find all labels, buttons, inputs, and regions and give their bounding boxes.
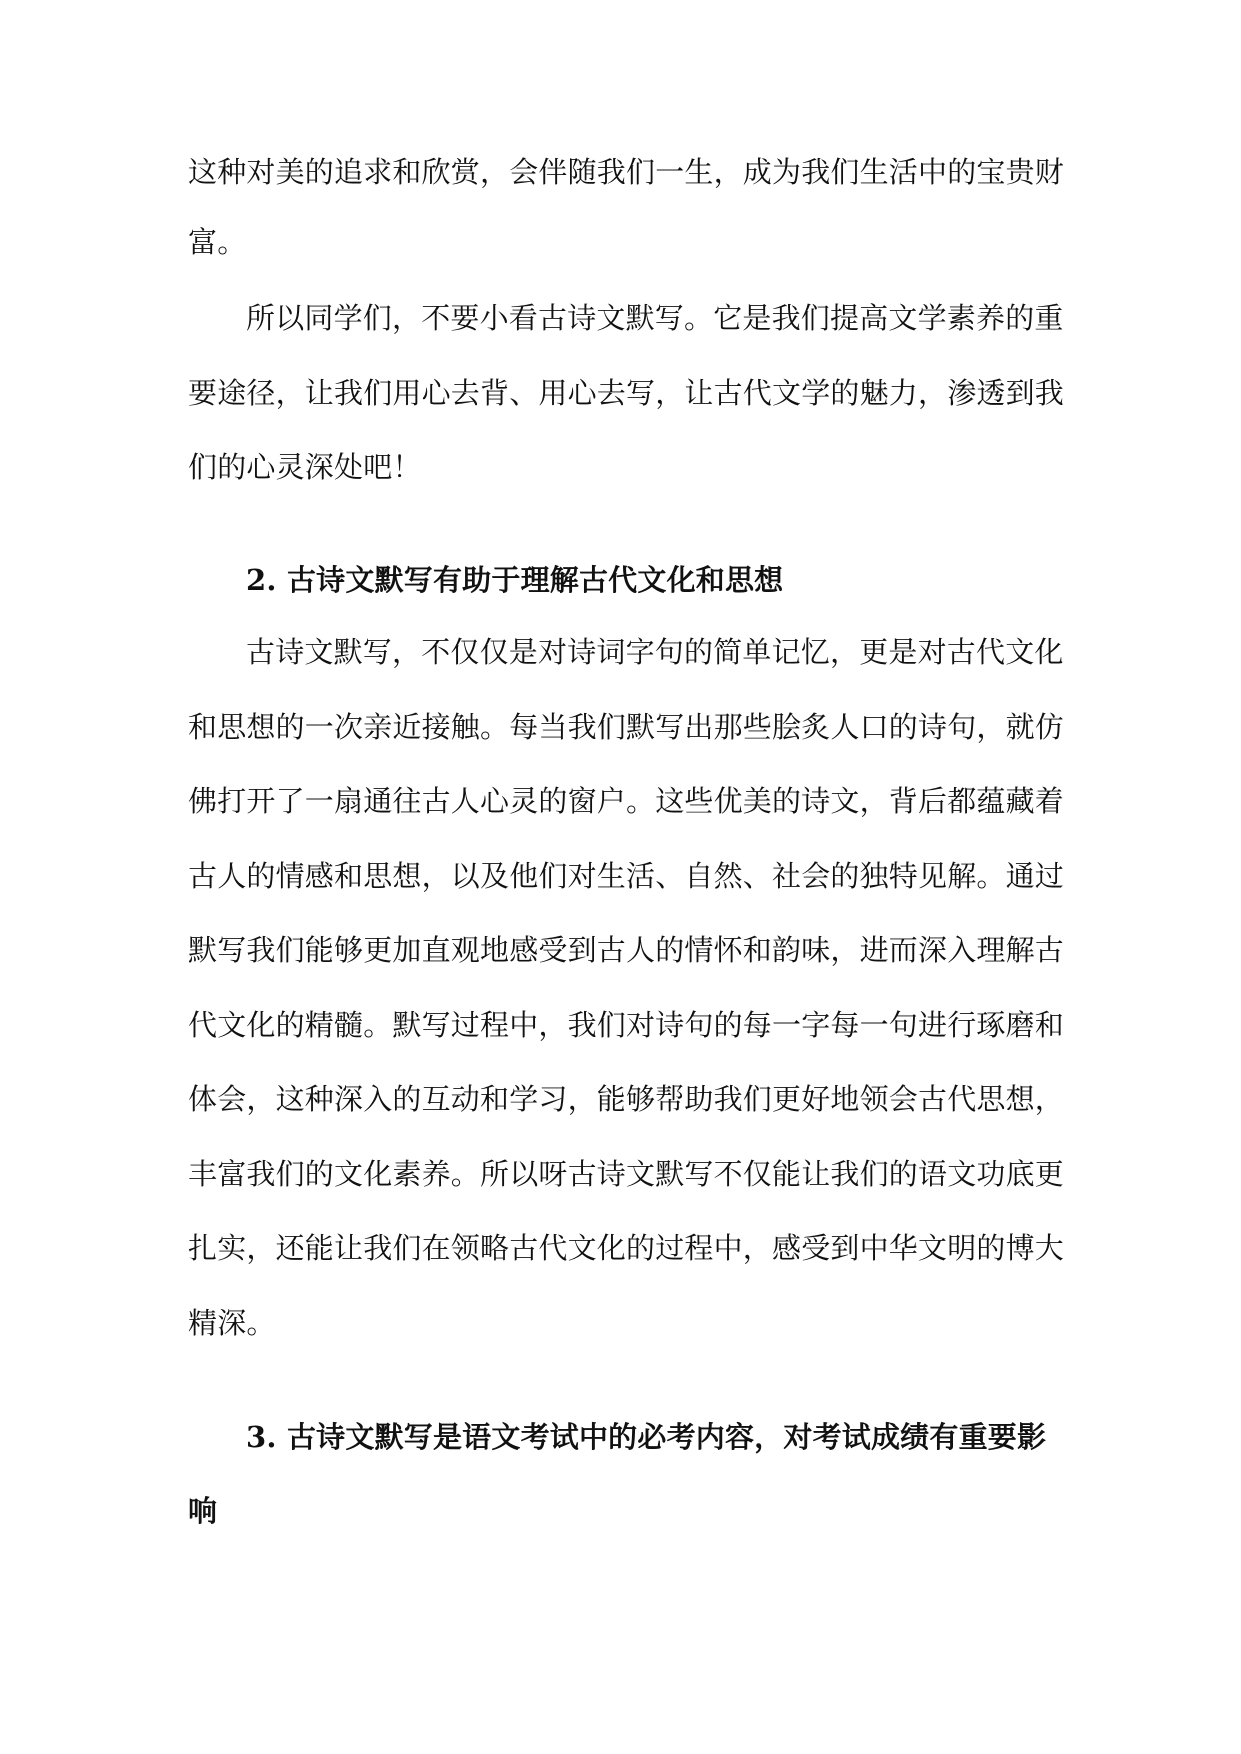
section-heading-2: 2. 古诗文默写有助于理解古代文化和思想 <box>246 563 784 597</box>
paragraph-line: 代文化的精髓。默写过程中，我们对诗句的每一字每一句进行琢磨和 <box>188 1008 1065 1042</box>
heading-line: 响 <box>188 1494 218 1528</box>
paragraph-line: 要途径，让我们用心去背、用心去写，让古代文学的魅力，渗透到我 <box>188 376 1065 410</box>
paragraph-line: 们的心灵深处吧！ <box>188 450 422 484</box>
paragraph-line: 默写我们能够更加直观地感受到古人的情怀和韵味，进而深入理解古 <box>188 933 1065 967</box>
paragraph-line: 古人的情感和思想，以及他们对生活、自然、社会的独特见解。通过 <box>188 859 1065 893</box>
paragraph-line: 富。 <box>188 225 247 259</box>
paragraph-line: 古诗文默写，不仅仅是对诗词字句的简单记忆，更是对古代文化 <box>246 635 1064 669</box>
paragraph-line: 和思想的一次亲近接触。每当我们默写出那些脍炙人口的诗句，就仿 <box>188 710 1065 744</box>
paragraph-line: 扎实，还能让我们在领略古代文化的过程中，感受到中华文明的博大 <box>188 1231 1065 1265</box>
paragraph-line: 体会，这种深入的互动和学习，能够帮助我们更好地领会古代思想， <box>188 1082 1065 1116</box>
paragraph-line: 精深。 <box>188 1306 276 1340</box>
paragraph-line: 丰富我们的文化素养。所以呀古诗文默写不仅能让我们的语文功底更 <box>188 1157 1065 1191</box>
paragraph-line: 佛打开了一扇通往古人心灵的窗户。这些优美的诗文，背后都蕴藏着 <box>188 784 1065 818</box>
paragraph-line: 所以同学们，不要小看古诗文默写。它是我们提高文学素养的重 <box>246 301 1064 335</box>
paragraph-line: 这种对美的追求和欣赏，会伴随我们一生，成为我们生活中的宝贵财 <box>188 155 1065 189</box>
heading-line: 3. 古诗文默写是语文考试中的必考内容，对考试成绩有重要影 <box>246 1420 1047 1454</box>
